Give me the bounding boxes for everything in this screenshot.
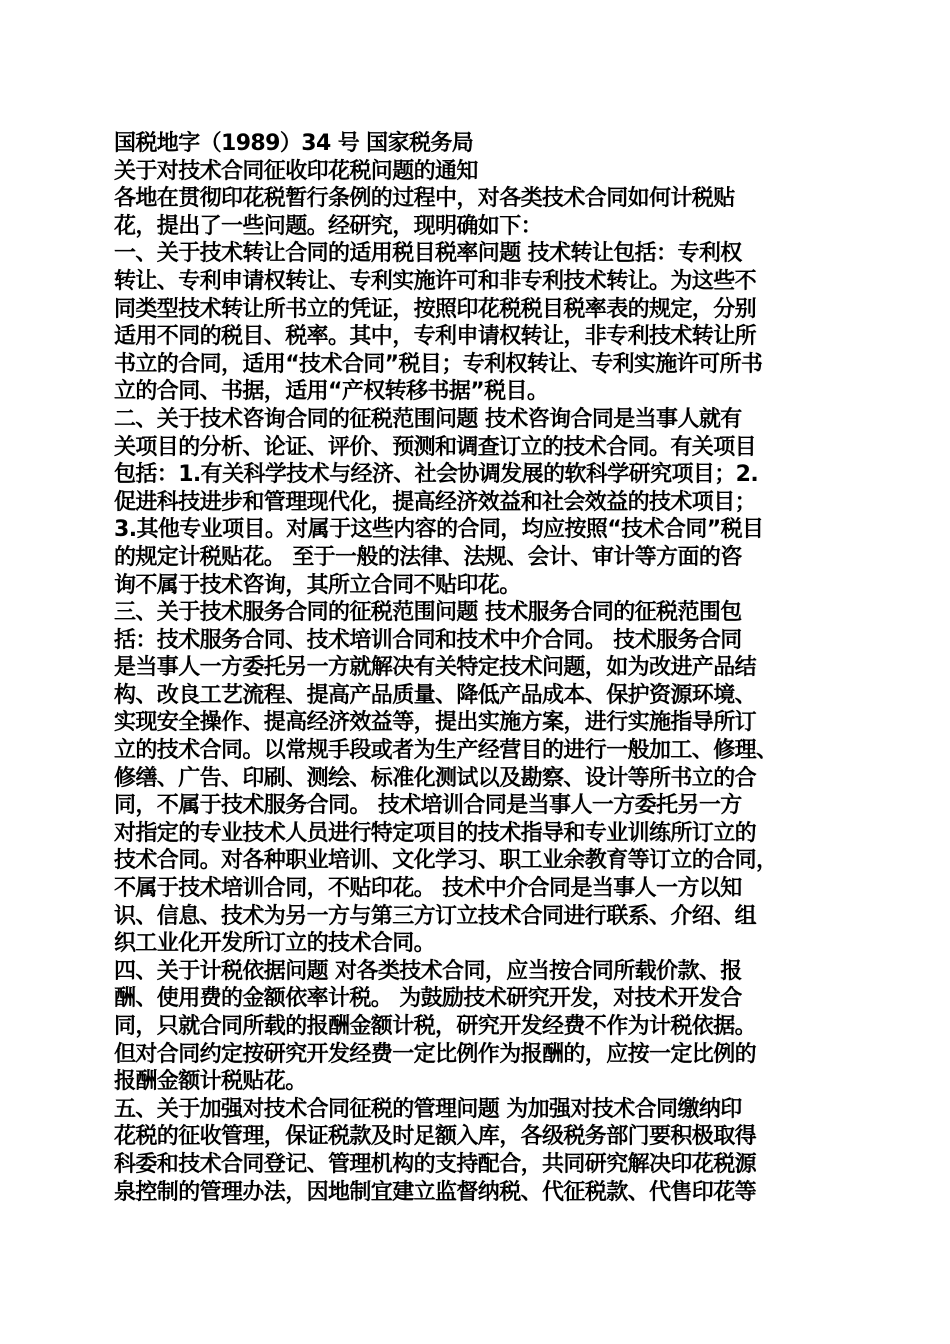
text-line: 关项目的分析、论证、评价、预测和调查订立的技术合同。有关项目 [114, 434, 757, 460]
section-heading-line: 四、关于计税依据问题 对各类技术合同，应当按合同所载价款、报 [114, 958, 742, 984]
text-line: 3.其他专业项目。对属于这些内容的合同，均应按照“技术合同”税目 [114, 517, 764, 543]
text-line: 花，提出了一些问题。经研究，现明确如下： [114, 213, 543, 239]
text-line: 询不属于技术咨询，其所立合同不贴印花。 [114, 572, 521, 598]
text-line: 括：技术服务合同、技术培训合同和技术中介合同。 技术服务合同 [114, 627, 742, 653]
text-line: 报酬金额计税贴花。 [114, 1069, 307, 1095]
text-line: 实现安全操作、提高经济效益等，提出实施方案，进行实施指导所订 [114, 710, 757, 736]
text-line: 泉控制的管理办法，因地制宜建立监督纳税、代征税款、代售印花等 [114, 1179, 757, 1205]
text-line: 立的合同、书据，适用“产权转移书据”税目。 [114, 379, 549, 405]
text-line: 科委和技术合同登记、管理机构的支持配合，共同研究解决印花税源 [114, 1151, 757, 1177]
text-line: 不属于技术培训合同，不贴印花。 技术中介合同是当事人一方以知 [114, 876, 742, 902]
text-line: 同类型技术转让所书立的凭证，按照印花税税目税率表的规定，分别 [114, 296, 757, 322]
text-line: 但对合同约定按研究开发经费一定比例作为报酬的，应按一定比例的 [114, 1041, 757, 1067]
text-line: 的规定计税贴花。 至于一般的法律、法规、会计、审计等方面的咨 [114, 544, 742, 570]
text-line: 识、信息、技术为另一方与第三方订立技术合同进行联系、介绍、组 [114, 903, 757, 929]
text-line: 织工业化开发所订立的技术合同。 [114, 931, 436, 957]
text-line: 书立的合同，适用“技术合同”税目；专利权转让、专利实施许可所书 [114, 351, 763, 377]
text-line: 各地在贯彻印花税暂行条例的过程中，对各类技术合同如何计税贴 [114, 186, 735, 212]
section-heading-line: 三、关于技术服务合同的征税范围问题 技术服务合同的征税范围包 [114, 600, 742, 626]
text-line: 构、改良工艺流程、提高产品质量、降低产品成本、保护资源环境、 [114, 682, 757, 708]
text-line: 修缮、广告、印刷、测绘、标准化测试以及勘察、设计等所书立的合 [114, 765, 757, 791]
doc-title-line: 国税地字（1989）34 号 国家税务局 [114, 131, 474, 156]
text-line: 是当事人一方委托另一方就解决有关特定技术问题，如为改进产品结 [114, 655, 757, 681]
document-body [114, 130, 836, 1206]
text-line: 转让、专利申请权转让、专利实施许可和非专利技术转让。为这些不 [114, 268, 757, 294]
section-heading-line: 一、关于技术转让合同的适用税目税率问题 技术转让包括：专利权 [114, 241, 742, 267]
text-line: 同，不属于技术服务合同。 技术培训合同是当事人一方委托另一方 [114, 793, 742, 819]
text-line: 包括：1.有关科学技术与经济、社会协调发展的软科学研究项目；2. [114, 462, 759, 488]
text-line: 对指定的专业技术人员进行特定项目的技术指导和专业训练所订立的 [114, 820, 757, 846]
text-line: 促进科技进步和管理现代化，提高经济效益和社会效益的技术项目； [114, 489, 757, 515]
text-line: 立的技术合同。以常规手段或者为生产经营目的进行一般加工、修理、 [114, 738, 778, 764]
section-heading-line: 五、关于加强对技术合同征税的管理问题 为加强对技术合同缴纳印 [114, 1096, 742, 1122]
section-heading-line: 二、关于技术咨询合同的征税范围问题 技术咨询合同是当事人就有 [114, 406, 742, 432]
text-line: 适用不同的税目、税率。其中，专利申请权转让，非专利技术转让所 [114, 324, 757, 350]
text-line: 同，只就合同所载的报酬金额计税，研究开发经费不作为计税依据。 [114, 1014, 757, 1039]
text-line: 技术合同。对各种职业培训、文化学习、职工业余教育等订立的合同， [114, 848, 778, 874]
text-line: 花税的征收管理，保证税款及时足额入库，各级税务部门要积极取得 [114, 1124, 757, 1150]
text-line: 酬、使用费的金额依率计税。 为鼓励技术研究开发，对技术开发合 [114, 986, 742, 1012]
doc-subtitle-line: 关于对技术合同征收印花税问题的通知 [114, 158, 478, 184]
